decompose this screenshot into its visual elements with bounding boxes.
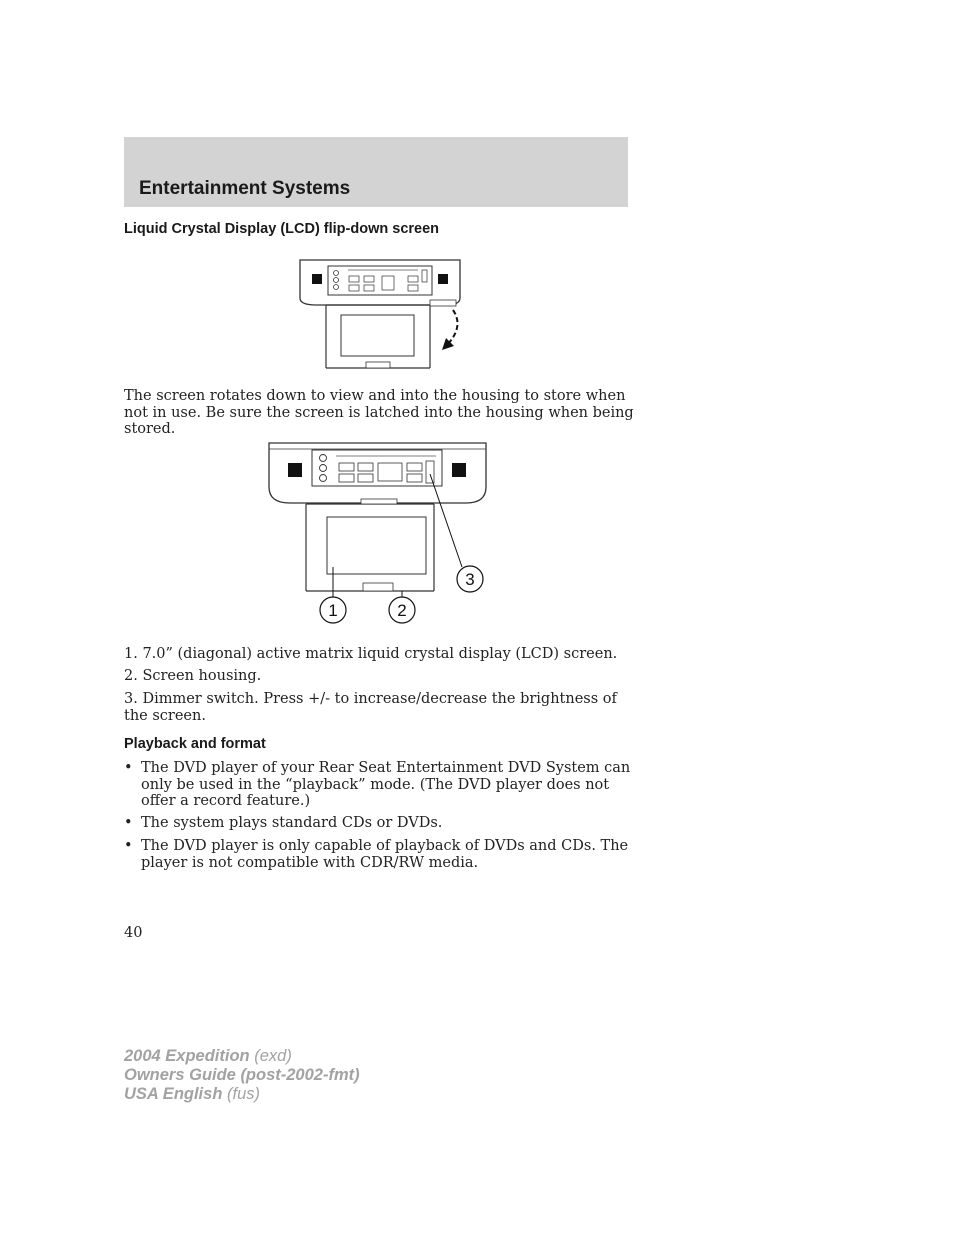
flip-down-diagram xyxy=(296,258,466,373)
playback-heading: Playback and format xyxy=(124,736,266,752)
footer-model: 2004 Expedition xyxy=(124,1047,250,1065)
footer xyxy=(124,1047,360,1104)
footer-language: USA English xyxy=(124,1085,223,1103)
callout-2: 2 xyxy=(397,601,407,620)
list-item: 3. Dimmer switch. Press +/- to increase/decrease the brightness of the screen. xyxy=(124,691,617,724)
screen-callout-diagram xyxy=(266,441,490,627)
lcd-paragraph: The screen rotates down to view and into the housing to store when not in use. Be sure the screen is latched into the housing when being stored. xyxy=(124,388,634,437)
footer-language-code: (fus) xyxy=(227,1085,260,1103)
callout-3: 3 xyxy=(465,570,475,589)
bullet-dot: • xyxy=(124,838,133,854)
bullet-dot: • xyxy=(124,760,133,776)
bullet-text: The DVD player of your Rear Seat Entertainment DVD System can only be used in the “playback” mode. (The DVD player does not offer a record feature.) xyxy=(141,760,631,809)
section-title: Entertainment Systems xyxy=(139,178,351,199)
bullet-dot: • xyxy=(124,815,133,831)
callout-1: 1 xyxy=(328,601,338,620)
bullet-text: The system plays standard CDs or DVDs. xyxy=(141,815,443,831)
list-item: 2. Screen housing. xyxy=(124,668,262,684)
footer-guide: Owners Guide (post-2002-fmt) xyxy=(124,1066,360,1084)
list-item: 1. 7.0” (diagonal) active matrix liquid crystal display (LCD) screen. xyxy=(124,646,618,662)
page-number: 40 xyxy=(124,925,143,941)
footer-model-code: (exd) xyxy=(254,1047,292,1065)
lcd-heading: Liquid Crystal Display (LCD) flip-down screen xyxy=(124,221,440,237)
bullet-text: The DVD player is only capable of playback of DVDs and CDs. The player is not compatible with CDR/RW media. xyxy=(141,838,629,871)
